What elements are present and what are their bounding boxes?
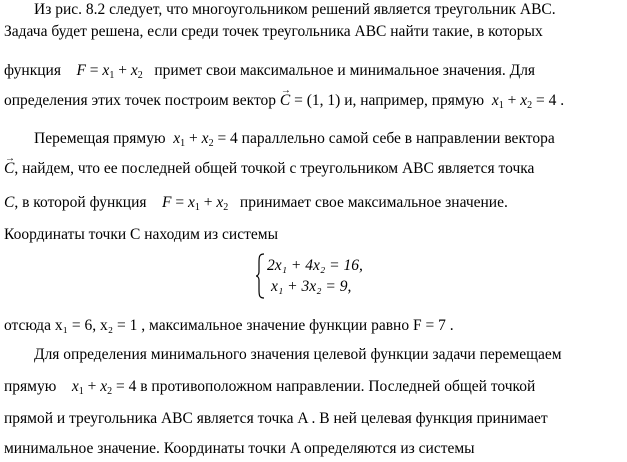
line-10-text: Для определения минимального значения целевой функции задачи перемещаем [34,346,562,363]
text-line-13 [4,439,623,459]
line-4a-text: определения этих точек построим вектор [4,92,277,109]
equation-system-1 [255,253,395,299]
text-line-10 [34,345,623,365]
vector-c: → C [280,91,290,111]
line-11a-text: прямую [4,378,57,395]
text-line-5: Перемещая прямую $x_1 + x_2 = 4$ параллельно самой себе в направлении вектора [34,130,555,149]
text-line-12 [4,409,623,429]
line-2-text: Задача будет решена, если среди точек треугольника ABC найти такие, в которых [4,23,543,40]
line-13-text: минимальное значение. Координаты точки A определяются из системы [4,440,475,457]
text-line-6 [4,159,623,179]
line-6-text: , найдем, что ее последней общей точкой с треугольником ABC является точка [14,160,535,177]
text-line-3: функция $F = x_1 + x_2$ примет свои максимальное и минимальное значения. Для [4,62,536,81]
line-3a-text: функция [4,62,61,79]
line-4c-text: = 4 . [535,92,565,109]
text-line-4: определения этих точек построим вектор → C = (1, 1) и, например, прямую $x_1 + x_2 = 4$ . [4,91,623,116]
text-line-1 [34,0,623,20]
vector-c-2: → C [4,159,14,179]
line-12-text: прямой и треугольника ABC является точка A . В ней целевая функция принимает [4,410,548,427]
line-11b-text: = 4 в противоположном направлении. Последней общей точкой [115,378,536,395]
text-line-8 [4,225,623,245]
formula-objective: F [76,62,86,79]
line-1-text: Из рис. 8.2 следует, что многоугольником решений является треугольник ABC. [34,1,556,18]
system-equation-2: x₁ + 3x₂ = 9, [271,278,352,295]
brace-icon [255,253,265,299]
line-5a-text: Перемещая прямую [34,130,166,147]
text-line-9 [4,316,623,336]
line-8-text: Координаты точки C находим из системы [4,226,278,243]
line-7a-text: , в которой функция [14,194,147,211]
line-4b-text: = (1, 1) и, например, прямую [294,92,485,109]
text-line-7: C, в которой функция $F = x_1 + x_2$ принимает свое максимальное значение. [4,194,508,213]
line-3b-text: примет свои максимальное и минимальное значения. Для [154,62,536,79]
line-9-text: отсюда x₁ = 6, x₂ = 1 , максимальное значение функции равно F = 7 . [4,317,454,334]
text-line-11: прямую $x_1 + x_2 = 4$ в противоположном направлении. Последней общей точкой [4,378,536,397]
line-7b-text: принимает свое максимальное значение. [239,194,508,211]
system-equation-1: 2x₁ + 4x₂ = 16, [267,257,363,274]
line-5b-text: = 4 параллельно самой себе в направлении вектора [217,130,555,147]
text-line-2 [4,22,623,42]
